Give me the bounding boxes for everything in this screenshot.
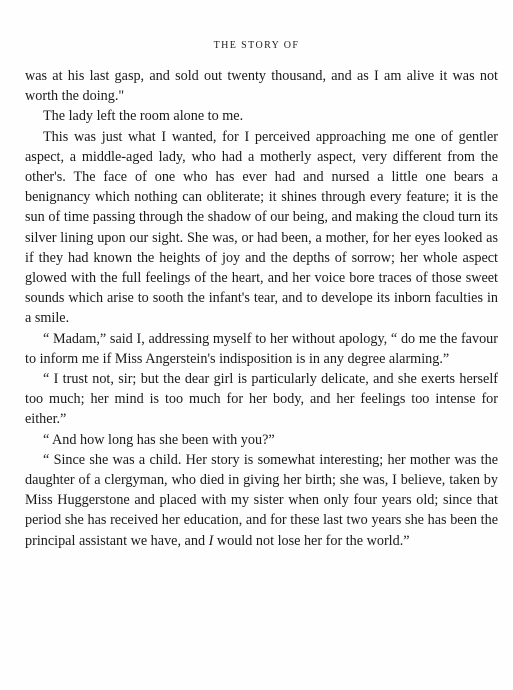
body-text: [25, 66, 498, 551]
paragraph-5: “ I trust not, sir; but the dear girl is particularly delicate, and she exerts herself too much; her mind is too much for her body, and her feelings too intense for either.”: [25, 371, 498, 428]
paragraph-4: “ Madam,” said I, addressing myself to her without apology, “ do me the favour to inform me if Miss Angerstein's indisposition is in any degree alarming.”: [25, 330, 498, 367]
paragraph-3: This was just what I wanted, for I perceived approaching me one of gentler aspect, a middle-aged lady, who had a motherly aspect, very different from the other's. The face of one who has ever had and nursed a little one bears a benignancy which nothing can obliterate; it shines through every feature; it is the sun of time passing through the shadow of our being, and making the cloud turn its silver lining upon our sight. She was, or had been, a mother, for her eyes looked as if they had known the heights of joy and the depths of sorrow; her whole aspect glowed with the full feelings of the heart, and her voice bore traces of those sweet sounds which arise to sooth the infant's tear, and to develope its inborn faculties in a smile.: [25, 128, 498, 327]
paragraph-7-text-b: would not lose her for the world.”: [213, 532, 410, 549]
paragraph-2: The lady left the room alone to me.: [43, 108, 244, 125]
paragraph-6: “ And how long has she been with you?”: [43, 431, 275, 448]
paragraph-1: was at his last gasp, and sold out twenty thousand, and as I am alive it was not worth the doing.": [25, 68, 498, 105]
paragraph-7: [25, 450, 498, 551]
paragraph-7-italic-i: I: [208, 532, 214, 549]
running-head: THE STORY OF: [213, 40, 300, 51]
paragraph-7-text-a: “ Since she was a child. Her story is somewhat interesting; her mother was the daughter of a clergyman, who died in giving her birth; she was, I believe, taken by Miss Huggerstone and placed with my sister when only four years old; since that period she has received her education, and for these last two years she has been the principal assistant we have, and: [25, 451, 498, 549]
